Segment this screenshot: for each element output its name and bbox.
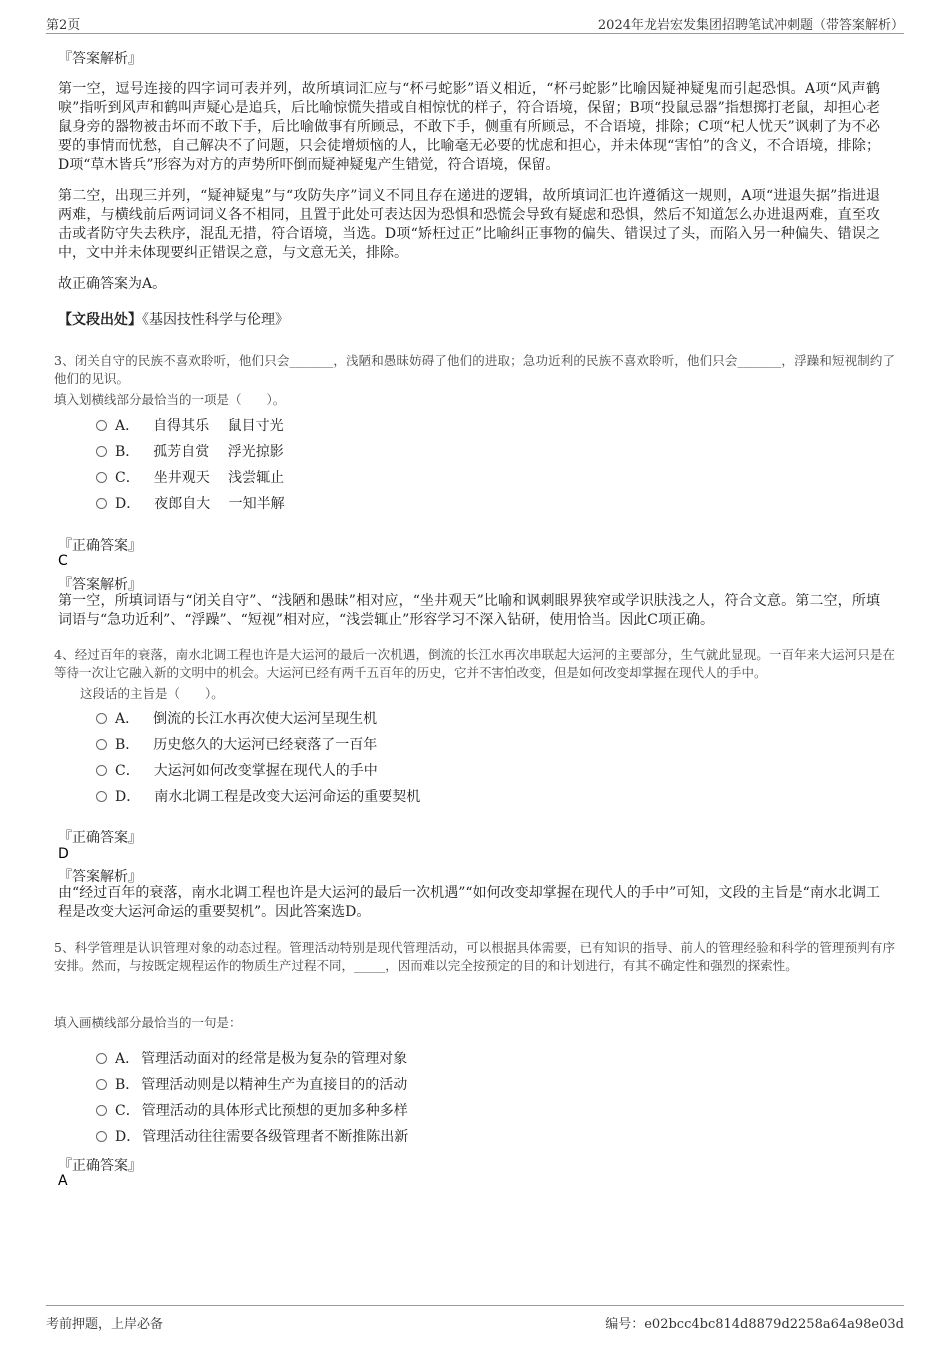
radio-icon[interactable] <box>96 791 107 802</box>
radio-icon[interactable] <box>96 472 107 483</box>
q2-conclusion: 故正确答案为A。 <box>58 276 167 292</box>
option-text: 管理活动面对的经常是极为复杂的管理对象 <box>141 1051 408 1067</box>
header-divider <box>46 33 904 34</box>
option-label: C． <box>115 1103 140 1119</box>
option-label: A． <box>115 418 140 434</box>
radio-icon[interactable] <box>96 1079 107 1090</box>
radio-icon[interactable] <box>96 446 107 457</box>
q3-option-a[interactable] <box>96 415 284 435</box>
q3-option-d[interactable] <box>96 493 285 513</box>
radio-icon[interactable] <box>96 498 107 509</box>
option-text: 南水北调工程是改变大运河命运的重要契机 <box>154 789 421 805</box>
q5-option-d[interactable] <box>96 1126 408 1146</box>
option-label: A． <box>115 711 140 727</box>
q5-answer-label: 『正确答案』 <box>58 1158 142 1174</box>
q5-option-c[interactable] <box>96 1100 408 1120</box>
q4-answer: D <box>58 846 69 862</box>
option-label: D． <box>115 789 141 805</box>
option-text: 管理活动往往需要各级管理者不断推陈出新 <box>142 1129 409 1145</box>
q2-source-text: 《基因技性科学与伦理》 <box>142 312 289 328</box>
q4-option-a[interactable] <box>96 708 377 728</box>
option-text: 孤芳自赏 浮光掠影 <box>153 444 284 460</box>
option-label: D． <box>115 496 141 512</box>
q4-option-c[interactable] <box>96 760 378 780</box>
radio-icon[interactable] <box>96 1131 107 1142</box>
option-text: 大运河如何改变掌握在现代人的手中 <box>153 763 378 779</box>
footer-divider <box>46 1305 904 1306</box>
radio-icon[interactable] <box>96 765 107 776</box>
radio-icon[interactable] <box>96 713 107 724</box>
document-title: 2024年龙岩宏发集团招聘笔试冲刺题（带答案解析） <box>597 18 904 33</box>
q3-answer-label: 『正确答案』 <box>58 538 142 554</box>
q3-analysis-label: 『答案解析』 <box>58 577 142 593</box>
radio-icon[interactable] <box>96 1053 107 1064</box>
q2-analysis-label: 『答案解析』 <box>58 51 142 67</box>
q4-answer-label: 『正确答案』 <box>58 830 142 846</box>
q3-answer: C <box>58 553 68 569</box>
page-number: 第2页 <box>46 18 81 33</box>
q4-option-d[interactable] <box>96 786 420 806</box>
option-label: C． <box>115 470 140 486</box>
q2-source-label: 【文段出处】 <box>58 312 142 328</box>
q2-source <box>58 309 289 329</box>
option-text: 夜郎自大 一知半解 <box>154 496 285 512</box>
option-label: B． <box>115 444 140 460</box>
q5-instruction: 填入画横线部分最恰当的一句是： <box>54 1015 242 1030</box>
option-label: C． <box>115 763 140 779</box>
radio-icon[interactable] <box>96 739 107 750</box>
q3-option-b[interactable] <box>96 441 284 461</box>
q5-stem: 5、科学管理是认识管理对象的动态过程。管理活动特别是现代管理活动，可以根据具体需要，已有知识的指导、前人的管理经验和科学的管理预判有序安排。然而，与按既定规程运作的物质生产过程不同，_____，因而难以完全按预定的目的和计划进行，有其不确定性和强烈的探索性。 <box>54 940 895 973</box>
q5-option-b[interactable] <box>96 1074 407 1094</box>
q3-stem: 3、闭关自守的民族不喜欢聆听，他们只会_______，浅陋和愚昧妨碍了他们的进取；急功近利的民族不喜欢聆听，他们只会_______，浮躁和短视制约了他们的见识。 <box>54 353 895 386</box>
document-id: 编号：e02bcc4bc814d8879d2258a64a98e03d <box>605 1317 904 1332</box>
option-text: 管理活动的具体形式比预想的更加多种多样 <box>141 1103 408 1119</box>
q4-analysis-label: 『答案解析』 <box>58 869 142 885</box>
q5-answer: A <box>58 1173 68 1189</box>
footer-slogan: 考前押题，上岸必备 <box>46 1317 164 1332</box>
q5-option-a[interactable] <box>96 1048 407 1068</box>
option-text: 历史悠久的大运河已经衰落了一百年 <box>153 737 378 753</box>
option-text: 自得其乐 鼠目寸光 <box>153 418 284 434</box>
q3-option-c[interactable] <box>96 467 284 487</box>
option-label: D． <box>115 1129 141 1145</box>
option-text: 倒流的长江水再次使大运河呈现生机 <box>153 711 378 727</box>
q2-analysis-para1: 第一空，逗号连接的四字词可表并列，故所填词汇应与“杯弓蛇影”语义相近，“杯弓蛇影”比喻因疑神疑鬼而引起恐惧。A项“风声鹤唳”指听到风声和鹤叫声疑心是追兵，后比喻惊慌失措或自相惊忧的样子，符合语境，保留；B项“投鼠忌器”指想掷打老鼠，却担心老鼠身旁的器物被击坏而不敢下手，后比喻做事有所顾忌，不敢下手，侧重有所顾忌，不合语境，排除；C项“杞人忧天”讽刺了为不必要的事情而忧愁，自己解决不了问题，只会徒增烦恼的人，比喻毫无必要的忧虑和担心，并未体现“害怕”的含义，不合语境，排除；D项“草木皆兵”形容为对方的声势所吓倒而疑神疑鬼产生错觉，符合语境，保留。 <box>58 81 880 173</box>
q3-analysis: 第一空，所填词语与“闭关自守”、“浅陋和愚昧”相对应，“坐井观天”比喻和讽刺眼界狭窄或学识肤浅之人，符合文意。第二空，所填词语与“急功近利”、“浮躁”、“短视”相对应，“浅尝辄止”形容学习不深入钻研，使用恰当。因此C项正确。 <box>58 593 880 628</box>
option-label: A． <box>115 1051 140 1067</box>
q4-option-b[interactable] <box>96 734 377 754</box>
q4-analysis: 由“经过百年的衰落，南水北调工程也许是大运河的最后一次机遇”“如何改变却掌握在现代人的手中”可知，文段的主旨是“南水北调工程是改变大运河命运的重要契机”。因此答案选D。 <box>58 885 880 920</box>
radio-icon[interactable] <box>96 1105 107 1116</box>
q2-analysis-para2: 第二空，出现三并列，“疑神疑鬼”与“攻防失序”词义不同且存在递进的逻辑，故所填词汇也许遵循这一规则，A项“进退失据”指进退两难，与横线前后两词词义各不相同，且置于此处可表达因为恐惧和恐慌会导致有疑虑和恐惧，然后不知道怎么办进退两难，直至攻击或者防守失去秩序，混乱无措，符合语境，当选。D项“矫枉过正”比喻纠正事物的偏失、错误过了头，而陷入另一种偏失、错误之中，文中并未体现要纠正错误之意，与文意无关，排除。 <box>58 188 880 261</box>
q3-instruction: 填入划横线部分最恰当的一项是（ ）。 <box>54 392 286 407</box>
option-label: B． <box>115 1077 140 1093</box>
radio-icon[interactable] <box>96 420 107 431</box>
option-text: 管理活动则是以精神生产为直接目的的活动 <box>141 1077 408 1093</box>
option-text: 坐井观天 浅尝辄止 <box>153 470 285 486</box>
q4-stem: 4、经过百年的衰落，南水北调工程也许是大运河的最后一次机遇，倒流的长江水再次串联起大运河的主要部分，生气就此显现。一百年来大运河只是在等待一次让它融入新的文明中的机会。大运河已经有两千五百年的历史，它并不害怕改变，但是如何改变却掌握在现代人的手中。 <box>54 647 895 680</box>
q4-instruction: 这段话的主旨是（ ）。 <box>80 686 224 701</box>
option-label: B． <box>115 737 140 753</box>
